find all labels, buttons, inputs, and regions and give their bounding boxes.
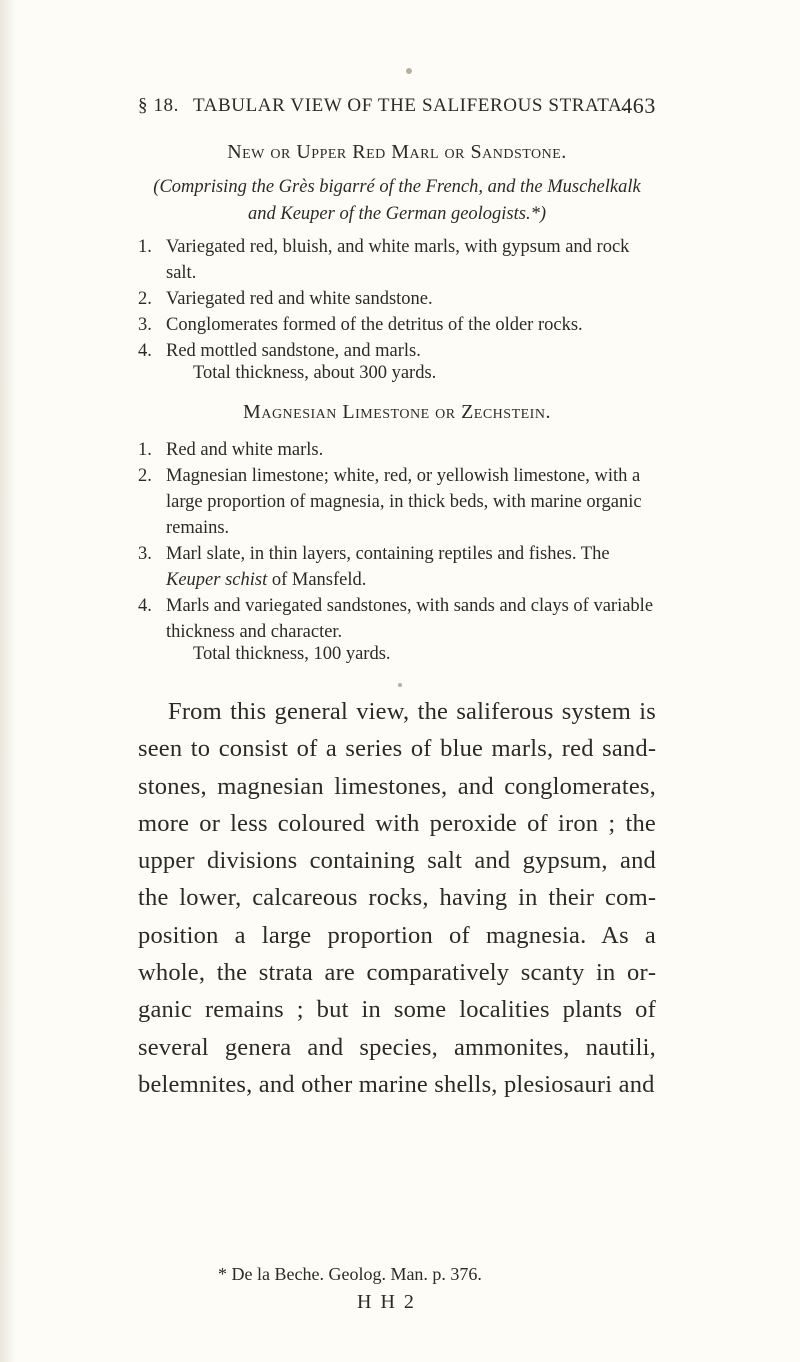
magnesian-limestone-heading: Magnesian Limestone or Zechstein. — [243, 401, 551, 423]
running-head — [138, 95, 656, 117]
list-item: 2. Magnesian limestone; white, red, or yellowish limestone, with a large proportion of magnesia, in thick beds, with marine organic remains. — [138, 466, 642, 538]
upper-red-marl-subnote: (Comprising the Grès bigarré of the French, and the Muschelkalk and Keuper of the German geologists.*) — [153, 177, 641, 224]
upper-strata-list — [138, 234, 658, 364]
upper-total-thickness: Total thickness, about 300 yards. — [193, 363, 437, 383]
running-title: TABULAR VIEW OF THE SALIFEROUS STRATA. — [193, 95, 628, 116]
page-binding-shadow — [0, 0, 16, 1362]
list-item: 3. Conglomerates formed of the detritus of the older rocks. — [138, 315, 583, 335]
ink-spot — [406, 68, 412, 74]
list-item: 4. Red mottled sandstone, and marls. — [138, 341, 421, 361]
body-paragraph: From this general view, the saliferous system is seen to consist of a series of blue marls, red sandstones, magnesian limestones, and conglomerates, more or less coloured with peroxide of iron ; the upper divisions containing salt and gypsum, and the lower, calcareous rocks, having in their composition a large proportion of magnesia. As a whole, the strata are comparatively scanty in organic remains ; but in some localities plants of several genera and species, ammonites, nautili, belemnites, and other marine shells, plesiosauri and — [138, 698, 656, 1098]
list-item: 2. Variegated red and white sandstone. — [138, 289, 433, 309]
ink-spot — [398, 683, 402, 687]
list-item: 1. Variegated red, bluish, and white marls, with gypsum and rock salt. — [138, 237, 630, 283]
signature-mark: H H 2 — [357, 1291, 416, 1313]
section-number: § 18. — [138, 95, 179, 116]
upper-red-marl-heading: New or Upper Red Marl or Sandstone. — [227, 141, 567, 163]
page-number: 463 — [621, 93, 656, 118]
footnote: * De la Beche. Geolog. Man. p. 376. — [218, 1264, 482, 1284]
list-item: 1. Red and white marls. — [138, 440, 324, 460]
list-item: 3. Marl slate, in thin layers, containing reptiles and fishes. The Keuper schist of Mansfeld. — [138, 544, 610, 590]
magnesian-strata-list — [138, 437, 658, 645]
keuper-schist-italic: Keuper schist — [166, 570, 268, 590]
list-item: 4. Marls and variegated sandstones, with sands and clays of variable thickness and character. — [138, 596, 654, 642]
magnesian-total-thickness: Total thickness, 100 yards. — [193, 644, 391, 664]
